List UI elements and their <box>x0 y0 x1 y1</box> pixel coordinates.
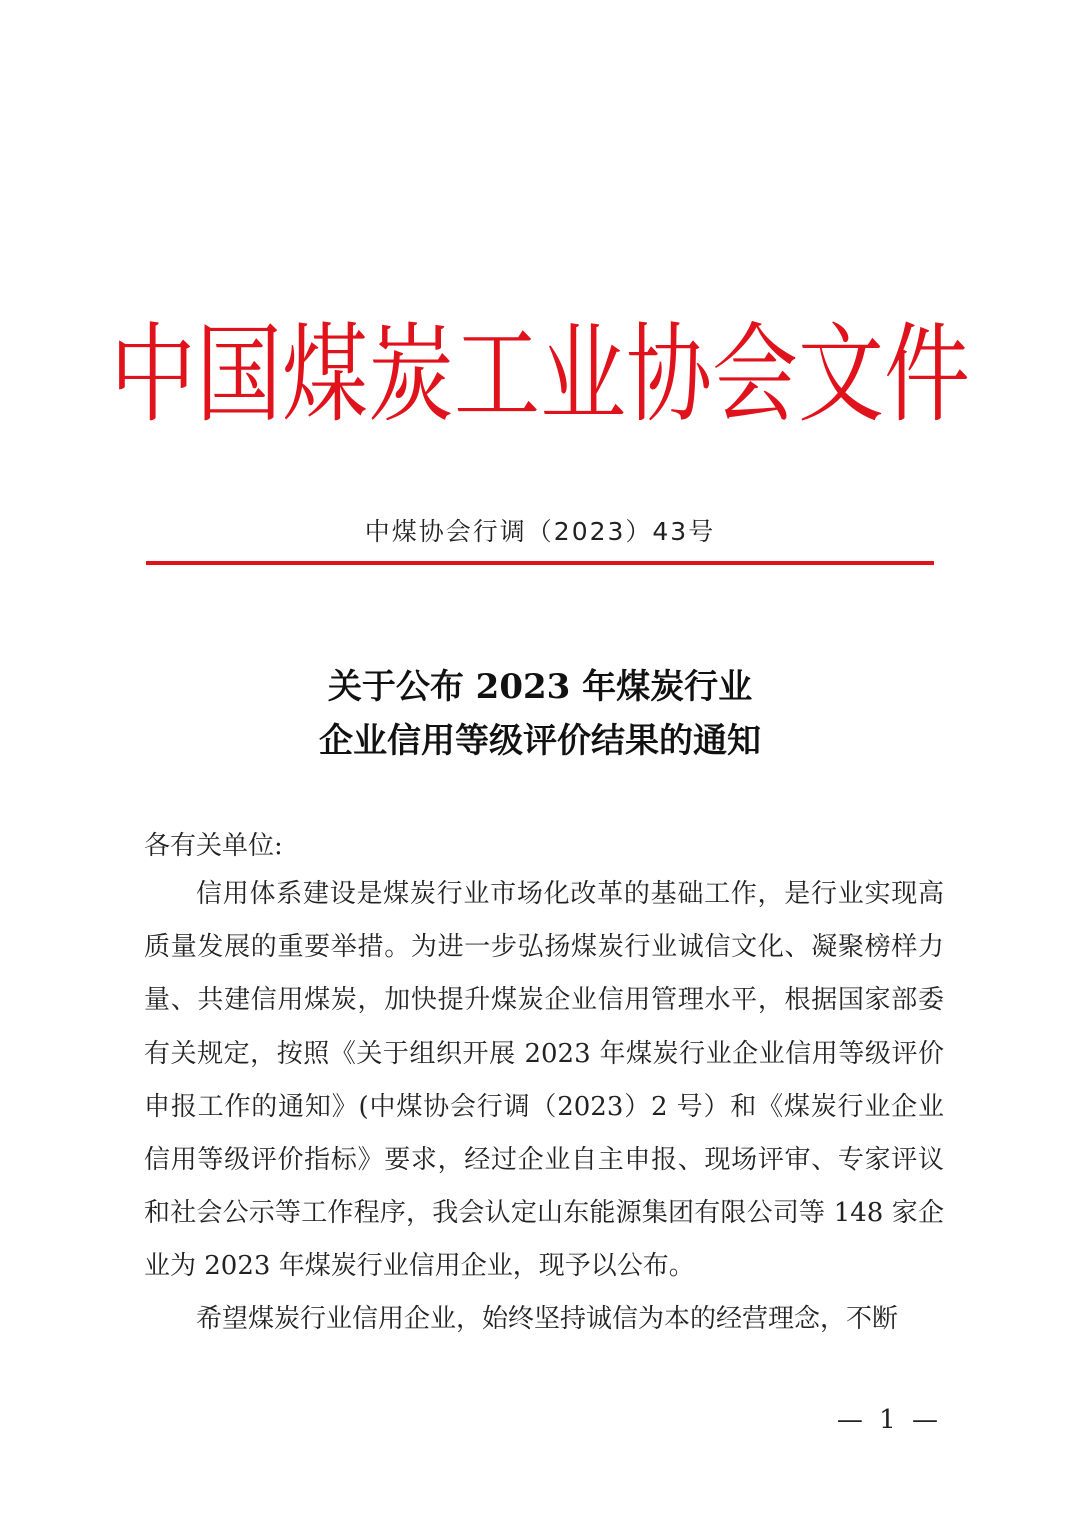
title-line-2: 企业信用等级评价结果的通知 <box>319 721 761 761</box>
body-paragraph-2: 希望煤炭行业信用企业，始终坚持诚信为本的经营理念，不断 <box>196 1304 899 1334</box>
red-divider <box>146 561 934 565</box>
salutation: 各有关单位: <box>144 831 283 861</box>
document-masthead: 中国煤炭工业协会文件 <box>110 312 970 438</box>
title-line-1: 关于公布 2023 年煤炭行业 <box>327 667 753 707</box>
page-number: — 1 — <box>836 1405 942 1435</box>
document-title <box>0 660 1080 768</box>
document-number: 中煤协会行调（2023）43号 <box>364 517 716 546</box>
body-paragraph-1: 信用体系建设是煤炭行业市场化改革的基础工作，是行业实现高质量发展的重要举措。为进一步弘扬煤炭行业诚信文化、凝聚榜样力量、共建信用煤炭，加快提升煤炭企业信用管理水平，根据国家部委有关规定，按照《关于组织开展 2023 年煤炭行业企业信用等级评价申报工作的通知》(中煤协会行调（2023）2 号）和《煤炭行业企业信用等级评价指标》要求，经过企业自主申报、现场评审、专家评议和社会公示等工作程序，我会认定山东能源集团有限公司等 148 家企业为 2023 年煤炭行业信用企业，现予以公布。 <box>144 879 944 1282</box>
